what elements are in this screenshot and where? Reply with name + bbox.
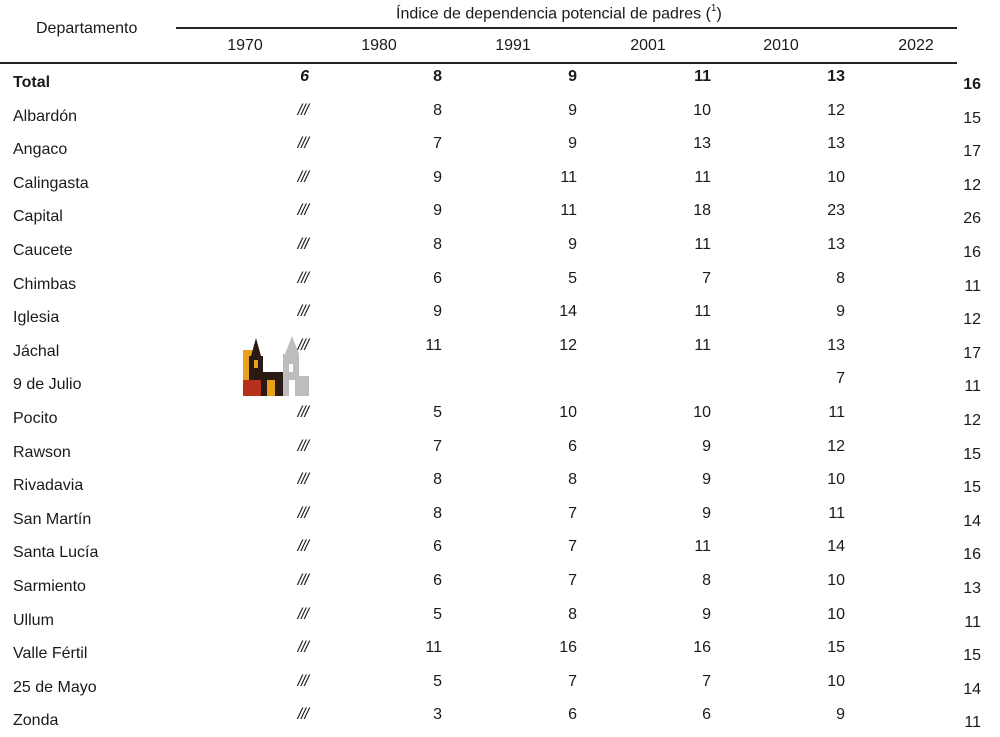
cell-1991: 9 bbox=[568, 101, 577, 119]
cell-2022: 26 bbox=[963, 210, 981, 228]
department-name: Pocito bbox=[13, 410, 58, 427]
cell-1980: 8 bbox=[433, 504, 442, 522]
cell-2001: 9 bbox=[702, 437, 711, 455]
department-name: Angaco bbox=[13, 141, 68, 159]
cell-2022: 11 bbox=[964, 714, 981, 732]
cell-2001: 10 bbox=[693, 101, 711, 119]
cell-2001: 11 bbox=[694, 236, 711, 253]
department-name: 9 de Julio bbox=[13, 376, 82, 394]
cell-2010: 10 bbox=[827, 471, 845, 489]
cell-2022: 12 bbox=[963, 412, 981, 429]
cell-1980: 7 bbox=[433, 437, 442, 455]
cell-1991: 14 bbox=[559, 303, 577, 321]
cell-1991: 11 bbox=[560, 202, 577, 220]
cell-2001: 13 bbox=[693, 135, 711, 153]
group-header-title-end: ) bbox=[716, 5, 722, 23]
cell-2001: 11 bbox=[694, 303, 711, 321]
cell-2022: 14 bbox=[963, 680, 981, 698]
year-header-1980: 1980 bbox=[361, 37, 397, 54]
table-row bbox=[0, 200, 1000, 233]
cell-1970: /// bbox=[297, 269, 308, 287]
table-row bbox=[0, 503, 1000, 536]
cell-2001: 11 bbox=[694, 168, 711, 186]
cell-2001: 8 bbox=[702, 572, 711, 589]
cell-1980: 5 bbox=[433, 672, 442, 690]
cell-2022: 13 bbox=[963, 580, 981, 597]
cell-2022: 16 bbox=[963, 546, 981, 564]
cell-1970: /// bbox=[297, 101, 308, 119]
cell-1991: 7 bbox=[568, 572, 577, 589]
cell-1980: 9 bbox=[433, 168, 442, 186]
cell-2001: 9 bbox=[702, 605, 711, 623]
cell-2010: 10 bbox=[827, 168, 845, 186]
cell-2022: 15 bbox=[963, 109, 981, 127]
table-row bbox=[0, 604, 1000, 637]
table-row bbox=[0, 469, 1000, 502]
department-name: Caucete bbox=[13, 242, 73, 259]
department-name: San Martín bbox=[13, 510, 92, 528]
cell-2022: 15 bbox=[963, 445, 981, 463]
cell-2010: 13 bbox=[827, 135, 845, 153]
cell-1980: 6 bbox=[433, 269, 442, 287]
column-header-department: Departamento bbox=[36, 20, 138, 37]
cell-1991: 7 bbox=[568, 538, 577, 556]
department-name: Rivadavia bbox=[13, 477, 84, 495]
cell-1991: 10 bbox=[559, 404, 577, 421]
cell-1980: 5 bbox=[433, 605, 442, 623]
department-name: Valle Fértil bbox=[13, 645, 88, 663]
group-header-title: Índice de dependencia potencial de padres ( bbox=[396, 5, 711, 23]
cell-1970: /// bbox=[297, 135, 308, 153]
cell-2022: 16 bbox=[963, 244, 981, 261]
cell-2022: 17 bbox=[963, 344, 981, 362]
cell-2010: 15 bbox=[827, 639, 845, 657]
cell-1991: 6 bbox=[568, 706, 577, 724]
table-row bbox=[0, 402, 1000, 435]
cell-2010: 11 bbox=[828, 504, 845, 522]
cell-1980: 8 bbox=[433, 101, 442, 119]
cell-2010: 14 bbox=[827, 538, 845, 556]
cell-2010: 9 bbox=[836, 706, 845, 724]
cell-1970: /// bbox=[297, 336, 308, 354]
cell-1991: 9 bbox=[568, 68, 577, 85]
cell-2022: 16 bbox=[963, 76, 981, 93]
cell-1991: 9 bbox=[568, 236, 577, 253]
cell-2022: 11 bbox=[964, 378, 981, 396]
cell-2022: 17 bbox=[963, 143, 981, 161]
year-header-1991: 1991 bbox=[495, 37, 531, 54]
cell-1980: 8 bbox=[433, 236, 442, 253]
cell-2001: 16 bbox=[693, 639, 711, 657]
cell-1970: /// bbox=[297, 538, 308, 556]
cell-1970: /// bbox=[297, 672, 308, 690]
cell-2001: 7 bbox=[702, 672, 711, 690]
cell-1970: /// bbox=[297, 168, 308, 186]
cell-1970: /// bbox=[297, 236, 308, 253]
cell-1980: 9 bbox=[433, 202, 442, 220]
cell-2022: 11 bbox=[964, 613, 981, 631]
table-row bbox=[0, 368, 1000, 401]
year-header-1970: 1970 bbox=[227, 37, 263, 54]
cell-2022: 11 bbox=[964, 277, 981, 295]
table-row-total bbox=[0, 66, 1000, 99]
table-row bbox=[0, 671, 1000, 704]
cell-2022: 15 bbox=[963, 479, 981, 497]
department-name: Iglesia bbox=[13, 309, 60, 327]
department-name: Calingasta bbox=[13, 174, 89, 192]
cell-1980: 7 bbox=[433, 135, 442, 153]
cell-2010: 10 bbox=[827, 572, 845, 589]
footnote-mark: 1 bbox=[710, 3, 717, 14]
year-header-2022: 2022 bbox=[898, 37, 934, 54]
cell-1970: /// bbox=[297, 572, 308, 589]
cell-1991: 12 bbox=[559, 336, 577, 354]
church-logo bbox=[243, 336, 313, 396]
department-name: Capital bbox=[13, 208, 63, 226]
cell-2001: 7 bbox=[702, 269, 711, 287]
cell-1991: 6 bbox=[568, 437, 577, 455]
cell-1980: 6 bbox=[433, 572, 442, 589]
cell-1970: 6 bbox=[300, 68, 308, 85]
cell-2001: 11 bbox=[694, 68, 711, 85]
department-name: Jáchal bbox=[13, 342, 60, 360]
cell-2001: 11 bbox=[694, 538, 711, 556]
cell-2010: 10 bbox=[827, 672, 845, 690]
cell-2010: 12 bbox=[827, 101, 845, 119]
department-name: Chimbas bbox=[13, 275, 77, 293]
table-row bbox=[0, 704, 1000, 737]
cell-2001: 18 bbox=[693, 202, 711, 220]
cell-2010: 11 bbox=[828, 404, 845, 421]
table-row bbox=[0, 268, 1000, 301]
table-row bbox=[0, 436, 1000, 469]
cell-1980: 11 bbox=[425, 336, 442, 354]
department-name: Ullum bbox=[13, 611, 54, 629]
cell-2001: 10 bbox=[693, 404, 711, 421]
table-row bbox=[0, 133, 1000, 166]
cell-1991: 9 bbox=[568, 135, 577, 153]
cell-1970: /// bbox=[297, 303, 308, 321]
department-name: Zonda bbox=[13, 712, 59, 730]
cell-1991: 8 bbox=[568, 605, 577, 623]
cell-2010: 13 bbox=[827, 336, 845, 354]
cell-2022: 12 bbox=[963, 176, 981, 194]
year-header-2010: 2010 bbox=[763, 37, 799, 54]
table-row bbox=[0, 570, 1000, 603]
cell-1970: /// bbox=[297, 471, 308, 489]
cell-1970: /// bbox=[297, 437, 308, 455]
cell-1991: 8 bbox=[568, 471, 577, 489]
cell-1991: 5 bbox=[568, 269, 577, 287]
cell-1991: 7 bbox=[568, 504, 577, 522]
table-row bbox=[0, 100, 1000, 133]
cell-2010: 13 bbox=[827, 68, 845, 85]
cell-2010: 12 bbox=[827, 437, 845, 455]
table-row bbox=[0, 536, 1000, 569]
cell-2022: 12 bbox=[963, 311, 981, 329]
cell-1980: 6 bbox=[433, 538, 442, 556]
table-row bbox=[0, 301, 1000, 334]
cell-1970: /// bbox=[297, 504, 308, 522]
cell-1970: /// bbox=[297, 605, 308, 623]
cell-1991: 7 bbox=[568, 672, 577, 690]
cell-2001: 9 bbox=[702, 504, 711, 522]
cell-2022: 14 bbox=[963, 512, 981, 530]
cell-2010: 7 bbox=[836, 370, 845, 388]
cell-1970: /// bbox=[297, 202, 308, 220]
column-group-header bbox=[396, 4, 722, 23]
table-row bbox=[0, 234, 1000, 267]
cell-1970: /// bbox=[297, 706, 308, 724]
cell-1980: 8 bbox=[433, 471, 442, 489]
cell-1970: /// bbox=[297, 404, 308, 421]
department-name: Albardón bbox=[13, 107, 78, 125]
cell-1991: 16 bbox=[559, 639, 577, 657]
cell-2001: 11 bbox=[694, 336, 711, 354]
cell-1980: 3 bbox=[433, 706, 442, 724]
cell-2001: 9 bbox=[702, 471, 711, 489]
cell-1980: 8 bbox=[433, 68, 442, 85]
cell-2010: 9 bbox=[836, 303, 845, 321]
table-top-rule bbox=[0, 62, 957, 64]
department-name: Rawson bbox=[13, 443, 71, 461]
cell-2010: 8 bbox=[836, 269, 845, 287]
cell-1980: 11 bbox=[425, 639, 442, 657]
cell-2010: 10 bbox=[827, 605, 845, 623]
department-name: Santa Lucía bbox=[13, 544, 99, 562]
cell-2022: 15 bbox=[963, 647, 981, 665]
year-header-2001: 2001 bbox=[630, 37, 666, 54]
table-row bbox=[0, 167, 1000, 200]
header-rule bbox=[176, 27, 957, 29]
cell-2010: 13 bbox=[827, 236, 845, 253]
table-row bbox=[0, 637, 1000, 670]
cell-1980: 9 bbox=[433, 303, 442, 321]
cell-2001: 6 bbox=[702, 706, 711, 724]
cell-1970: /// bbox=[297, 639, 308, 657]
department-name: Total bbox=[13, 74, 51, 91]
department-name: 25 de Mayo bbox=[13, 678, 97, 696]
table-row bbox=[0, 335, 1000, 368]
cell-1980: 5 bbox=[433, 404, 442, 421]
cell-2010: 23 bbox=[827, 202, 845, 220]
department-name: Sarmiento bbox=[13, 578, 86, 595]
cell-1991: 11 bbox=[560, 168, 577, 186]
